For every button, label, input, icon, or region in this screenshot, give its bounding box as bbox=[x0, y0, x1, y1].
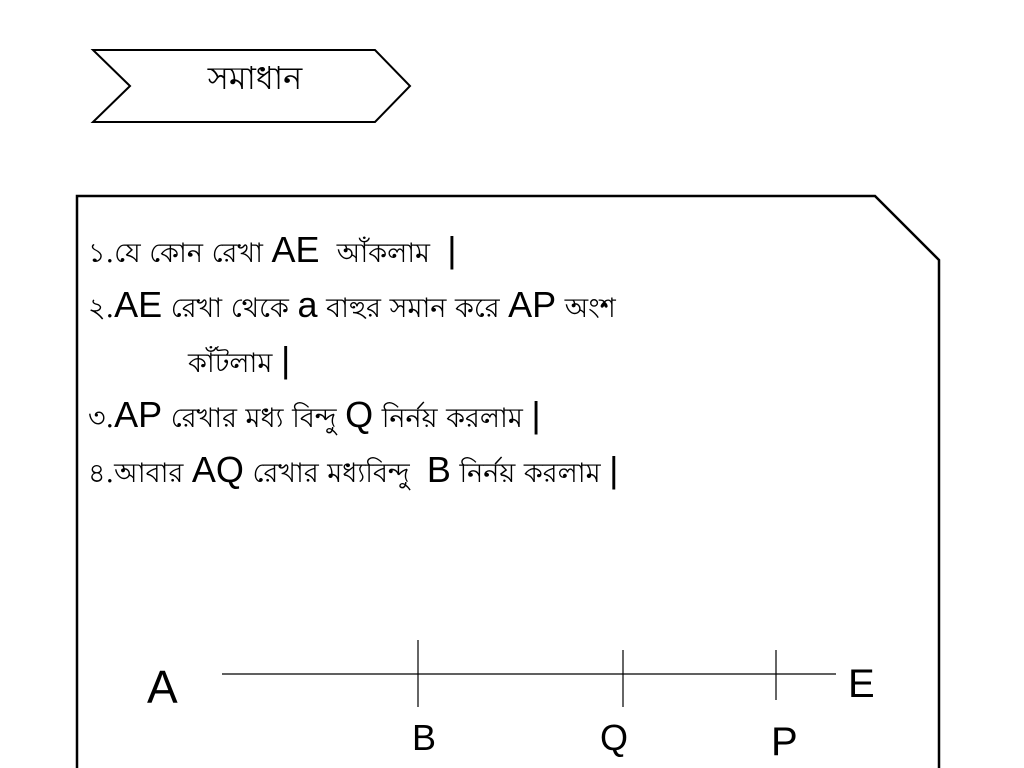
title-solution: সমাধান bbox=[207, 59, 303, 97]
step-4 bbox=[88, 442, 888, 497]
step-3-number: ৩. bbox=[88, 403, 115, 434]
step-4-text-b: রেখার মধ্যবিন্দু bbox=[243, 458, 427, 489]
step-2-continued bbox=[88, 332, 888, 387]
step-2-label-ae: AE bbox=[114, 284, 163, 325]
step-3-text-a: রেখার মধ্য বিন্দু bbox=[162, 403, 346, 434]
step-4-end-mark: | bbox=[609, 449, 619, 490]
step-3 bbox=[88, 387, 888, 442]
step-3-label-q: Q bbox=[345, 394, 374, 435]
step-1-text-b: আঁকলাম bbox=[319, 238, 448, 269]
point-label-a: A bbox=[147, 661, 178, 713]
step-1-text-a: যে কোন রেখা bbox=[114, 238, 272, 269]
point-label-p: P bbox=[771, 720, 798, 764]
point-label-e: E bbox=[848, 662, 875, 706]
step-3-label-ap: AP bbox=[114, 394, 163, 435]
step-2-text-b: বাহুর সমান করে bbox=[317, 293, 509, 324]
point-label-q: Q bbox=[600, 717, 629, 758]
step-3-end-mark: | bbox=[531, 394, 541, 435]
step-1-label-ae: AE bbox=[271, 229, 320, 270]
step-4-text-c: নির্নয় করলাম bbox=[450, 458, 610, 489]
step-4-text-a: আবার bbox=[114, 458, 192, 489]
step-2-end-mark: | bbox=[280, 339, 291, 380]
steps-list bbox=[88, 222, 888, 497]
step-4-label-aq: AQ bbox=[191, 449, 244, 490]
step-2-text-a: রেখা থেকে bbox=[162, 293, 298, 324]
step-1 bbox=[88, 222, 888, 277]
step-1-end-mark: | bbox=[447, 229, 457, 270]
step-2-label-a: a bbox=[297, 284, 318, 325]
step-2-number: ২. bbox=[88, 293, 115, 324]
point-label-b: B bbox=[412, 717, 437, 758]
step-3-text-b: নির্নয় করলাম bbox=[373, 403, 532, 434]
step-2-text-c: অংশ bbox=[556, 293, 616, 324]
step-2-label-ap: AP bbox=[508, 284, 557, 325]
step-2-text-d: কাঁটলাম bbox=[188, 348, 281, 379]
step-1-number: ১. bbox=[88, 238, 115, 269]
step-2 bbox=[88, 277, 888, 332]
step-4-label-b: B bbox=[426, 449, 451, 490]
step-4-number: ৪. bbox=[88, 458, 115, 489]
